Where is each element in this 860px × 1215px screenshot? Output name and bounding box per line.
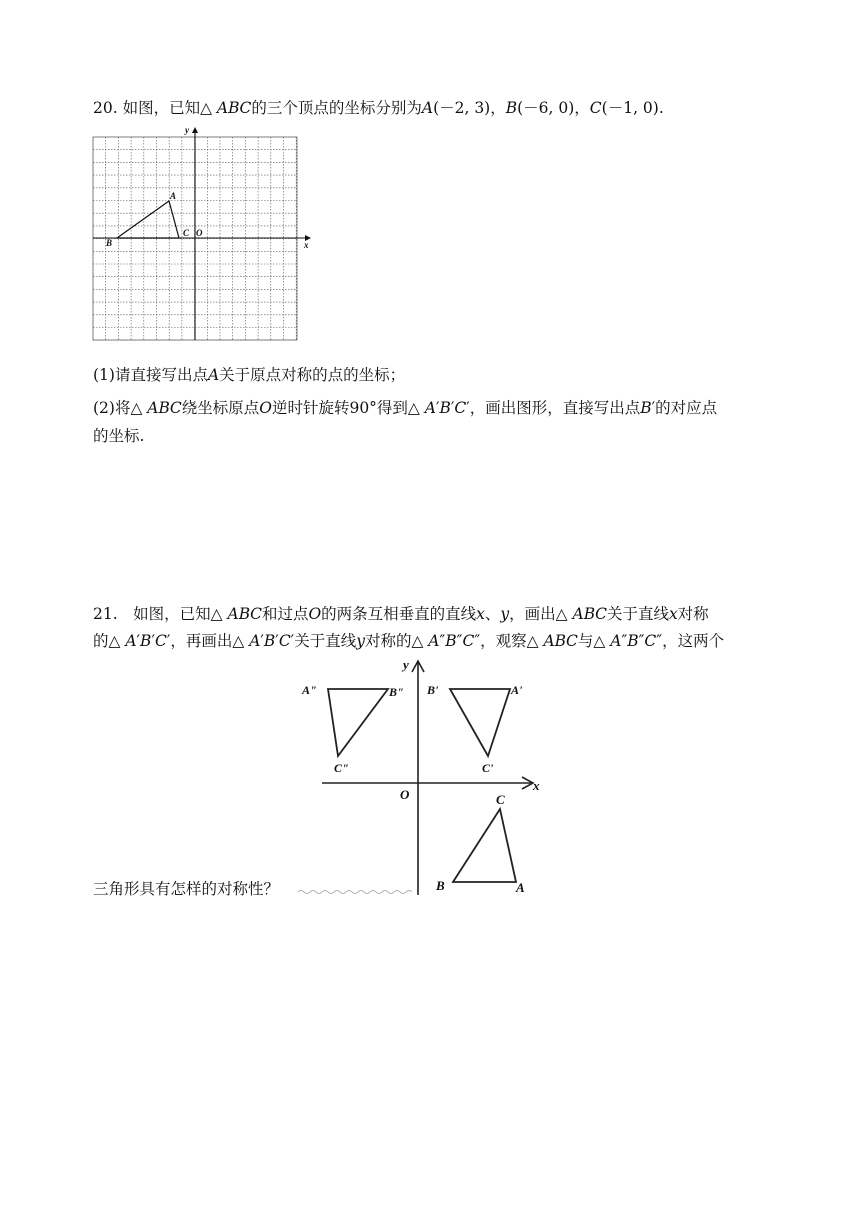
q20-label-a: A bbox=[170, 191, 177, 201]
q20-triangle-abc bbox=[117, 201, 179, 238]
q21-label-a: A bbox=[516, 880, 525, 895]
q21-label-c: C bbox=[496, 792, 505, 807]
q21-figure bbox=[300, 652, 550, 902]
q20-label-o: O bbox=[196, 228, 203, 238]
q21-label-b2: B" bbox=[389, 685, 404, 699]
q21-x-label: x bbox=[533, 778, 540, 793]
q21-label-a1: A' bbox=[511, 683, 523, 697]
q21-label-b1: B' bbox=[427, 683, 439, 697]
q21-triangle-a2b2c2 bbox=[328, 689, 388, 756]
q21-stem-line2: 的△ 𝐴′𝐵′𝐶′，再画出△ 𝐴′𝐵′𝐶′关于直线𝑦对称的△ 𝐴″𝐵″𝐶″，观察△ 𝐴𝐵𝐶与△ 𝐴″𝐵″𝐶″，这两个 bbox=[93, 632, 725, 650]
q20-part2-line2: 的坐标. bbox=[93, 427, 145, 445]
q20-grid-figure bbox=[93, 123, 313, 343]
q21-stem-line1: 21. 如图，已知△ 𝐴𝐵𝐶和过点𝑂的两条互相垂直的直线𝑥、𝑦，画出△ 𝐴𝐵𝐶关于直线𝑥对称 bbox=[93, 605, 709, 623]
q20-label-c: C bbox=[183, 228, 190, 238]
q20-part2-line1: (2)将△ 𝐴𝐵𝐶绕坐标原点𝑂逆时针旋转90°得到△ 𝐴′𝐵′𝐶′，画出图形，直接写出点𝐵′的对应点 bbox=[93, 399, 718, 417]
q21-triangle-a1b1c1 bbox=[450, 689, 510, 756]
q21-label-b: B bbox=[436, 878, 445, 893]
q20-y-label: y bbox=[185, 125, 189, 135]
q21-y-label: y bbox=[403, 657, 409, 672]
q21-stem-line3: 三角形具有怎样的对称性？ bbox=[93, 880, 280, 898]
q21-label-a2: A" bbox=[302, 683, 317, 697]
q20-stem: 20. 如图，已知△ 𝐴𝐵𝐶的三个顶点的坐标分别为𝐴(－2, 3)，𝐵(－6, 0)，𝐶(－1, 0). bbox=[93, 99, 664, 117]
q20-part1: (1)请直接写出点𝐴关于原点对称的点的坐标； bbox=[93, 366, 406, 384]
q20-label-b: B bbox=[106, 238, 113, 248]
q20-x-label: x bbox=[304, 240, 309, 250]
q21-label-c1: C' bbox=[482, 761, 494, 775]
q21-label-o: O bbox=[400, 787, 410, 802]
q21-label-c2: C" bbox=[334, 761, 349, 775]
q21-triangle-abc bbox=[453, 809, 516, 882]
